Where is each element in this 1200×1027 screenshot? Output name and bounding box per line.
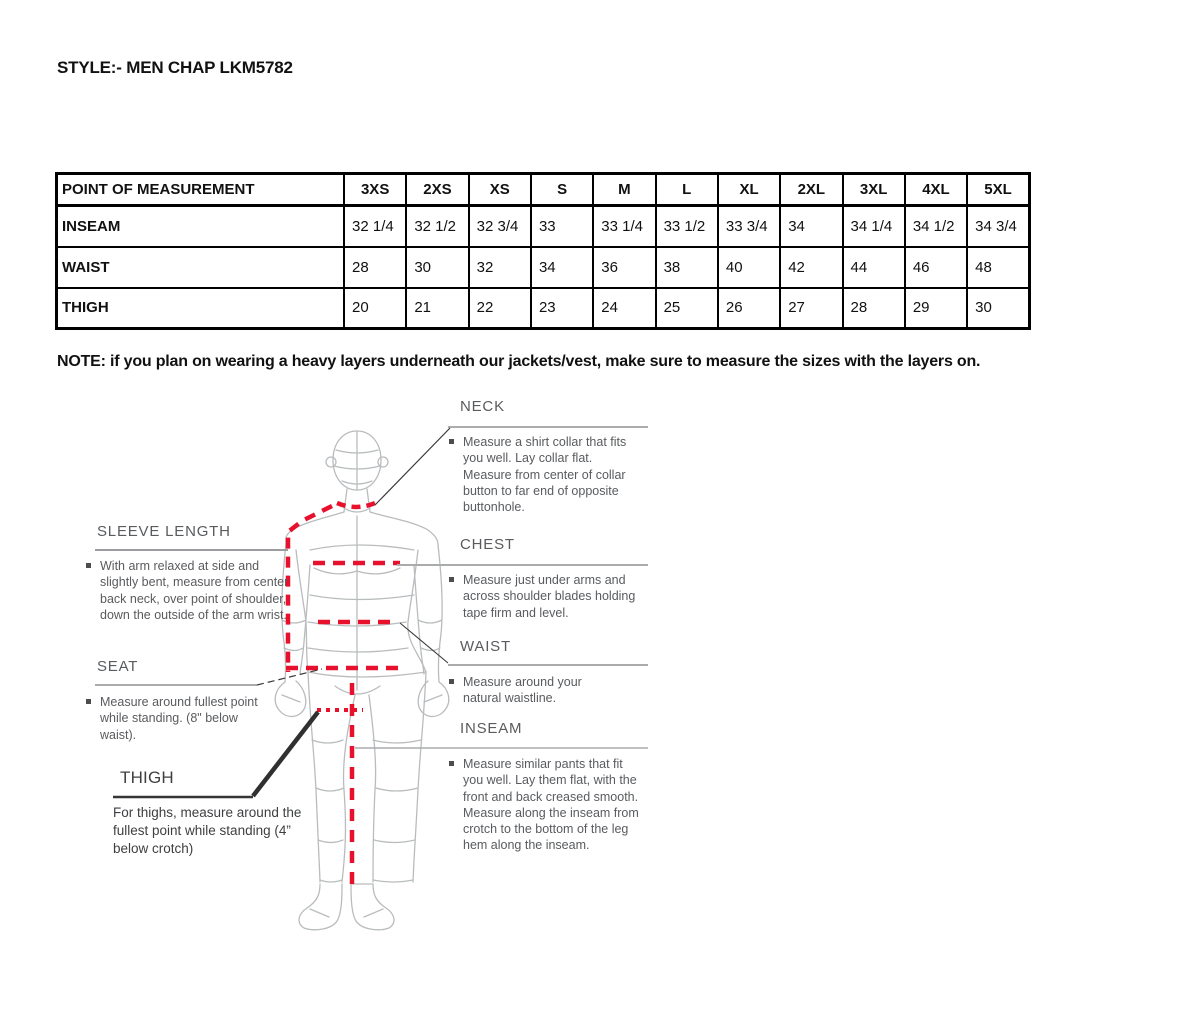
column-header-s: S [531, 174, 593, 206]
section-heading-neck: NECK [460, 398, 505, 415]
square-bullet-icon [86, 699, 91, 704]
note-text: NOTE: if you plan on wearing a heavy layers underneath our jackets/vest, make sure to measure the sizes with the layers on. [57, 353, 981, 370]
table-header-row [57, 174, 1030, 206]
size-chart-table [55, 172, 1031, 330]
column-header-2xs: 2XS [406, 174, 468, 206]
section-heading-sleeve-length: SLEEVE LENGTH [97, 523, 231, 540]
square-bullet-icon [449, 439, 454, 444]
section-text-chest: Measure just under arms and across shoulder blades holding tape firm and level. [448, 572, 640, 621]
section-heading-inseam: INSEAM [460, 720, 523, 737]
column-header-xs: XS [469, 174, 531, 206]
column-header-3xs: 3XS [344, 174, 406, 206]
column-header-l: L [656, 174, 718, 206]
row-label: INSEAM [57, 206, 345, 247]
column-header-m: M [593, 174, 655, 206]
neck-measure-line [337, 503, 375, 507]
table-row-thigh: THIGH 20 21 22 23 24 25 26 27 28 29 30 [57, 288, 1030, 329]
row-label: WAIST [57, 247, 345, 288]
row-label: THIGH [57, 288, 345, 329]
page-title: STYLE:- MEN CHAP LKM5782 [57, 58, 293, 77]
column-header-3xl: 3XL [843, 174, 905, 206]
section-text-thigh: For thighs, measure around the fullest point while standing (4” below crotch) [113, 805, 302, 857]
square-bullet-icon [449, 761, 454, 766]
table-row-waist: WAIST 28 30 32 34 36 38 40 42 44 46 48 [57, 247, 1030, 288]
column-header-xl: XL [718, 174, 780, 206]
section-heading-seat: SEAT [97, 658, 139, 675]
square-bullet-icon [449, 577, 454, 582]
column-header-2xl: 2XL [780, 174, 842, 206]
square-bullet-icon [86, 563, 91, 568]
section-text-neck: Measure a shirt collar that fits you well. Lay collar flat. Measure from center of collar button to far end of opposite buttonhole. [448, 434, 640, 515]
column-header-4xl: 4XL [905, 174, 967, 206]
square-bullet-icon [449, 679, 454, 684]
section-text-seat: Measure around fullest point while standing. (8" below waist). [85, 694, 265, 743]
section-heading-waist: WAIST [460, 638, 511, 655]
section-text-sleeve-length: With arm relaxed at side and slightly bent, measure from center back neck, over point of shoulder, down the outside of the arm wrist. [85, 558, 293, 623]
section-heading-chest: CHEST [460, 536, 515, 553]
section-heading-thigh: THIGH [120, 768, 174, 787]
column-header-point-of-measurement: POINT OF MEASUREMENT [57, 174, 345, 206]
sleeve-measure-line [288, 506, 332, 672]
table-row-inseam: INSEAM 32 1/4 32 1/2 32 3/4 33 33 1/4 33 1/2 33 3/4 34 34 1/4 34 1/2 34 3/4 [57, 206, 1030, 247]
column-header-5xl: 5XL [967, 174, 1029, 206]
section-text-inseam: Measure similar pants that fit you well. Lay them flat, with the front and back creased smooth. Measure along the inseam from crotch to the bottom of the leg hem along the inseam. [448, 756, 640, 854]
measurement-diagram [70, 390, 650, 935]
section-text-waist: Measure around your natural waistline. [448, 674, 613, 707]
